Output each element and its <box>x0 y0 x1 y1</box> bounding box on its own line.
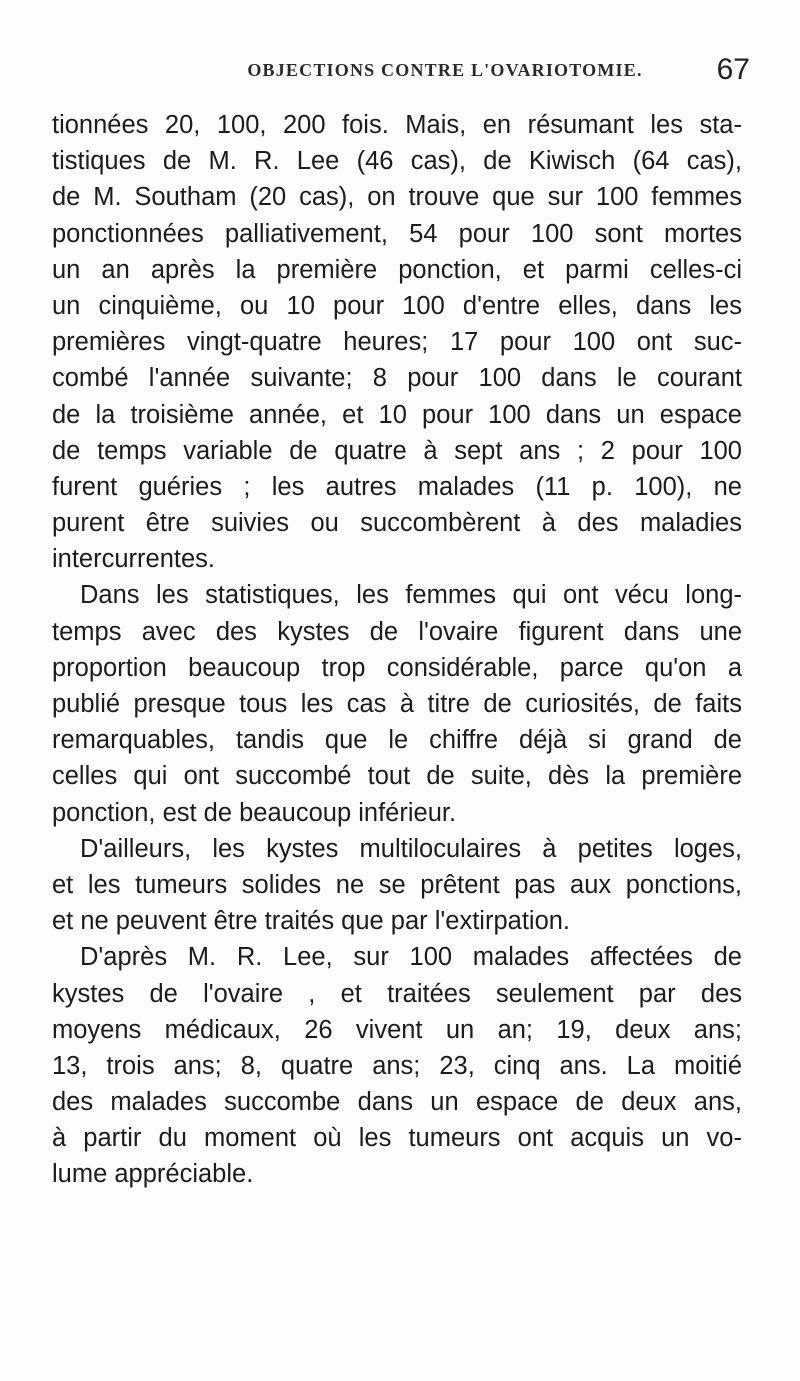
text-line: remarquables, tandis que le chiffre déjà si grand de <box>52 726 742 755</box>
paragraph <box>52 831 742 940</box>
text-line: de la troisième année, et 10 pour 100 dans un espace <box>52 400 742 429</box>
text-line: un an après la première ponction, et parmi celles-ci <box>52 255 742 284</box>
paragraph <box>52 107 742 577</box>
text-line: purent être suivies ou succombèrent à des maladies <box>52 509 742 538</box>
text-line: à partir du moment où les tumeurs ont acquis un vo- <box>52 1124 742 1153</box>
text-line: intercurrentes. <box>52 545 215 574</box>
paragraph <box>52 577 742 830</box>
text-line: et ne peuvent être traités que par l'extirpation. <box>52 907 571 936</box>
text-line: de temps variable de quatre à sept ans ; 2 pour 100 <box>52 436 742 465</box>
text-line: lume appréciable. <box>52 1160 254 1189</box>
text-line: tionnées 20, 100, 200 fois. Mais, en résumant les sta- <box>52 111 742 139</box>
page-number: 67 <box>716 53 750 86</box>
text-line: proportion beaucoup trop considérable, parce qu'on a <box>52 653 742 682</box>
body-text <box>52 107 742 1193</box>
text-line: D'ailleurs, les kystes multiloculaires à petites loges, <box>80 834 742 863</box>
text-line: combé l'année suivante; 8 pour 100 dans le courant <box>52 364 742 393</box>
text-line: un cinquième, ou 10 pour 100 d'entre elles, dans les <box>52 291 742 320</box>
text-line: tistiques de M. R. Lee (46 cas), de Kiwisch (64 cas), <box>52 147 742 176</box>
text-line: ponctionnées palliativement, 54 pour 100 sont mortes <box>52 219 742 248</box>
paragraph <box>52 939 742 1192</box>
text-line: ponction, est de beaucoup inférieur. <box>52 798 457 827</box>
text-line: temps avec des kystes de l'ovaire figurent dans une <box>52 617 742 646</box>
text-line: Dans les statistiques, les femmes qui ont vécu long- <box>80 581 742 610</box>
text-line: de M. Southam (20 cas), on trouve que sur 100 femmes <box>52 183 742 212</box>
text-line: publié presque tous les cas à titre de curiosités, de faits <box>52 690 742 718</box>
text-line: D'après M. R. Lee, sur 100 malades affectées de <box>80 943 742 972</box>
text-line: des malades succombe dans un espace de deux ans, <box>52 1088 742 1117</box>
text-line: 13, trois ans; 8, quatre ans; 23, cinq ans. La moitié <box>52 1051 742 1080</box>
running-head <box>140 53 750 100</box>
text-line: kystes de l'ovaire , et traitées seulement par des <box>52 979 742 1008</box>
text-line: premières vingt-quatre heures; 17 pour 100 ont suc- <box>52 328 742 357</box>
text-line: furent guéries ; les autres malades (11 p. 100), ne <box>52 472 742 501</box>
text-line: et les tumeurs solides ne se prêtent pas aux ponctions, <box>52 870 742 899</box>
text-line: moyens médicaux, 26 vivent un an; 19, deux ans; <box>52 1015 742 1044</box>
text-line: celles qui ont succombé tout de suite, dès la première <box>52 762 742 791</box>
running-title: OBJECTIONS CONTRE L'OVARIOTOMIE. <box>247 60 643 80</box>
